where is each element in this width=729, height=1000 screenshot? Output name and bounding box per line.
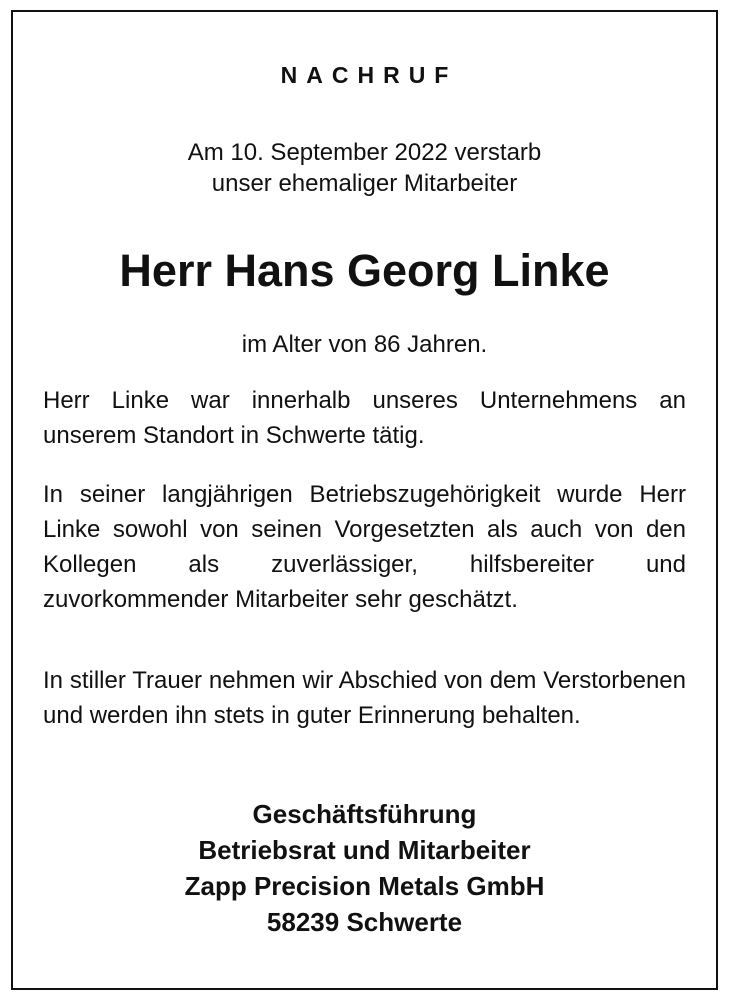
age-line: im Alter von 86 Jahren. [241, 331, 488, 358]
deceased-name: Herr Hans Georg Linke [119, 245, 610, 296]
signature-line: Geschäftsführung [252, 799, 477, 829]
intro-line: unser ehemaliger Mitarbeiter [211, 170, 518, 197]
intro-text [0, 137, 729, 199]
signature-line: Betriebsrat und Mitarbeiter [198, 835, 531, 865]
signature-line: Zapp Precision Metals GmbH [184, 871, 545, 901]
signature-line: 58239 Schwerte [266, 907, 463, 937]
intro-line: Am 10. September 2022 verstarb [187, 139, 542, 166]
paragraph-farewell: In stiller Trauer nehmen wir Abschied von dem Verstorbenen und werden ihn stets in guter Erinnerung behalten. [43, 667, 686, 729]
paragraph-workplace: Herr Linke war innerhalb unseres Unternehmens an unserem Standort in Schwerte tätig. [43, 387, 686, 449]
signature-block [0, 796, 729, 940]
paragraph-appreciation: In seiner langjährigen Betriebszugehörigkeit wurde Herr Linke sowohl von seinen Vorgesetzten als auch von den Kollegen als zuverlässiger, hilfsbereiter und zuvorkommender Mitarbeiter sehr geschätzt. [43, 481, 686, 613]
notice-heading: NACHRUF [280, 62, 458, 88]
